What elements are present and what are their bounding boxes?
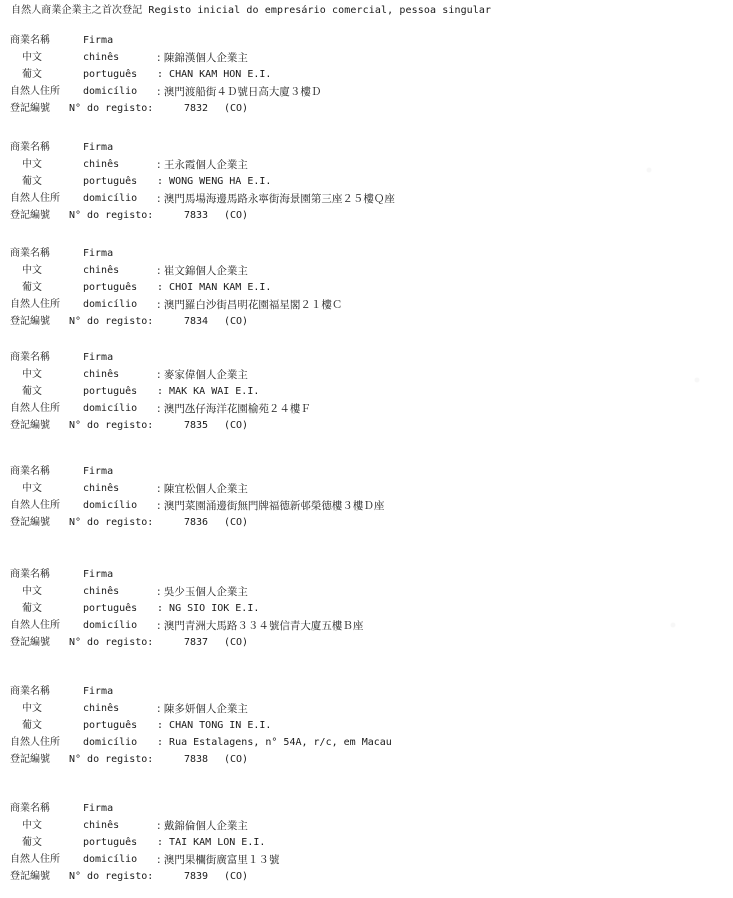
chinese-label-zh: 中文 [22,265,42,276]
registration-number-label-pt: N° do registo: [69,637,154,648]
separator-colon: : [157,86,164,98]
chinese-label-pt: chinês [83,703,120,714]
registration-number-value: 7835 [184,420,209,431]
registration-number-label-zh: 登記編號 [10,517,50,528]
registration-code: (CO) [224,103,249,114]
portuguese-label-zh: 葡文 [22,603,42,614]
chinese-label-zh: 中文 [22,52,42,63]
firm-label-zh: 商業名稱 [10,466,50,477]
domicile-label-zh: 自然人住所 [10,737,60,748]
portuguese-label-zh: 葡文 [22,720,42,731]
portuguese-name-value: : NG SIO IOK E.I. [157,603,260,614]
registration-number-label-pt: N° do registo: [69,210,154,221]
chinese-name-value: : 崔文錦個人企業主 [157,265,248,277]
chinese-label-zh: 中文 [22,820,42,831]
portuguese-name-value: : CHOI MAN KAM E.I. [157,282,272,293]
registration-number-label-zh: 登記編號 [10,637,50,648]
domicile-label-pt: domicílio [83,193,138,204]
registration-code: (CO) [224,420,249,431]
registration-number-value: 7839 [184,871,209,882]
separator-colon: : [157,386,170,397]
portuguese-label-pt: português [83,69,138,80]
chinese-label-zh: 中文 [22,586,42,597]
registration-number-label-zh: 登記編號 [10,420,50,431]
separator-colon: : [157,500,164,512]
firm-label-zh: 商業名稱 [10,142,50,153]
registration-number-label-pt: N° do registo: [69,103,154,114]
chinese-name-value: : 陳多妍個人企業主 [157,703,248,715]
domicile-label-pt: domicílio [83,620,138,631]
firm-label-zh: 商業名稱 [10,686,50,697]
separator-colon: : [157,282,170,293]
chinese-label-pt: chinês [83,265,120,276]
chinese-name-value: : 陳錦漢個人企業主 [157,52,248,64]
separator-colon: : [157,483,164,495]
registration-number-value: 7834 [184,316,209,327]
firm-label-zh: 商業名稱 [10,352,50,363]
registration-code: (CO) [224,637,249,648]
chinese-label-pt: chinês [83,586,120,597]
registration-number-value: 7838 [184,754,209,765]
domicile-value: : 澳門菜園涌邊街無門牌福德新邨榮德樓３樓Ｄ座 [157,500,385,512]
registration-code: (CO) [224,517,249,528]
chinese-name-value: : 吳少玉個人企業主 [157,586,248,598]
separator-colon: : [157,586,164,598]
registration-number-label-zh: 登記編號 [10,103,50,114]
registration-number-label-zh: 登記編號 [10,871,50,882]
registration-number-value: 7836 [184,517,209,528]
registration-number-value: 7837 [184,637,209,648]
registration-code: (CO) [224,316,249,327]
separator-colon: : [157,52,164,64]
firm-label-zh: 商業名稱 [10,35,50,46]
domicile-label-zh: 自然人住所 [10,299,60,310]
registration-code: (CO) [224,871,249,882]
chinese-label-zh: 中文 [22,159,42,170]
registration-number-label-zh: 登記編號 [10,316,50,327]
separator-colon: : [157,299,164,311]
firm-label-pt: Firma [83,35,114,46]
registration-number-label-pt: N° do registo: [69,420,154,431]
separator-colon: : [157,69,170,80]
portuguese-name-value: : CHAN KAM HON E.I. [157,69,272,80]
domicile-label-zh: 自然人住所 [10,403,60,414]
portuguese-label-pt: português [83,282,138,293]
firm-label-pt: Firma [83,352,114,363]
portuguese-label-pt: português [83,837,138,848]
portuguese-name-value: : TAI KAM LON E.I. [157,837,266,848]
chinese-label-pt: chinês [83,820,120,831]
registration-code: (CO) [224,754,249,765]
portuguese-label-zh: 葡文 [22,69,42,80]
portuguese-label-pt: português [83,720,138,731]
registration-number-label-pt: N° do registo: [69,316,154,327]
separator-colon: : [157,720,170,731]
separator-colon: : [157,369,164,381]
domicile-value: : 澳門果欄街廣富里１３號 [157,854,280,866]
domicile-label-pt: domicílio [83,86,138,97]
firm-label-pt: Firma [83,686,114,697]
separator-colon: : [157,620,164,632]
registration-number-label-pt: N° do registo: [69,871,154,882]
registration-number-label-pt: N° do registo: [69,517,154,528]
scan-noise [613,100,733,800]
domicile-value: : Rua Estalagens, n° 54A, r/c, em Macau [157,737,392,748]
portuguese-label-pt: português [83,386,138,397]
domicile-value: : 澳門羅白沙街昌明花園福星閣２１樓Ｃ [157,299,343,311]
separator-colon: : [157,403,164,415]
firm-label-zh: 商業名稱 [10,803,50,814]
chinese-label-pt: chinês [83,483,120,494]
registration-number-value: 7833 [184,210,209,221]
domicile-label-pt: domicílio [83,854,138,865]
domicile-label-zh: 自然人住所 [10,620,60,631]
domicile-label-pt: domicílio [83,737,138,748]
firm-label-pt: Firma [83,248,114,259]
separator-colon: : [157,159,164,171]
domicile-label-pt: domicílio [83,403,138,414]
portuguese-label-zh: 葡文 [22,386,42,397]
chinese-label-zh: 中文 [22,483,42,494]
registration-number-label-zh: 登記編號 [10,754,50,765]
chinese-label-zh: 中文 [22,369,42,380]
registration-code: (CO) [224,210,249,221]
portuguese-label-pt: português [83,176,138,187]
domicile-label-zh: 自然人住所 [10,193,60,204]
chinese-name-value: : 王永霞個人企業主 [157,159,248,171]
firm-label-pt: Firma [83,466,114,477]
registration-number-value: 7832 [184,103,209,114]
separator-colon: : [157,603,170,614]
separator-colon: : [157,820,164,832]
separator-colon: : [157,176,170,187]
portuguese-label-zh: 葡文 [22,176,42,187]
firm-label-zh: 商業名稱 [10,569,50,580]
registration-number-label-zh: 登記編號 [10,210,50,221]
firm-label-pt: Firma [83,142,114,153]
portuguese-name-value: : MAK KA WAI E.I. [157,386,260,397]
domicile-label-zh: 自然人住所 [10,500,60,511]
chinese-name-value: : 陳宜松個人企業主 [157,483,248,495]
separator-colon: : [157,737,170,748]
chinese-label-zh: 中文 [22,703,42,714]
portuguese-label-zh: 葡文 [22,837,42,848]
domicile-label-zh: 自然人住所 [10,854,60,865]
separator-colon: : [157,854,164,866]
separator-colon: : [157,703,164,715]
firm-label-pt: Firma [83,569,114,580]
domicile-label-pt: domicílio [83,500,138,511]
chinese-label-pt: chinês [83,52,120,63]
domicile-label-zh: 自然人住所 [10,86,60,97]
domicile-label-pt: domicílio [83,299,138,310]
portuguese-name-value: : WONG WENG HA E.I. [157,176,272,187]
separator-colon: : [157,265,164,277]
portuguese-name-value: : CHAN TONG IN E.I. [157,720,272,731]
portuguese-label-zh: 葡文 [22,282,42,293]
chinese-name-value: : 戴錦倫個人企業主 [157,820,248,832]
portuguese-label-pt: português [83,603,138,614]
registration-number-label-pt: N° do registo: [69,754,154,765]
domicile-value: : 澳門馬場海邊馬路永寧街海景園第三座２５樓Ｑ座 [157,193,395,205]
chinese-label-pt: chinês [83,159,120,170]
separator-colon: : [157,193,164,205]
page-title: 自然人商業企業主之首次登記 Registo inicial do empresário comercial, pessoa singular [11,5,492,16]
firm-label-pt: Firma [83,803,114,814]
chinese-name-value: : 麥家偉個人企業主 [157,369,248,381]
domicile-value: : 澳門青洲大馬路３３４號信青大廈五樓Ｂ座 [157,620,364,632]
separator-colon: : [157,837,170,848]
domicile-value: : 澳門渡船街４Ｄ號日高大廈３樓Ｄ [157,86,322,98]
chinese-label-pt: chinês [83,369,120,380]
firm-label-zh: 商業名稱 [10,248,50,259]
domicile-value: : 澳門氹仔海洋花園榆苑２４樓Ｆ [157,403,311,415]
